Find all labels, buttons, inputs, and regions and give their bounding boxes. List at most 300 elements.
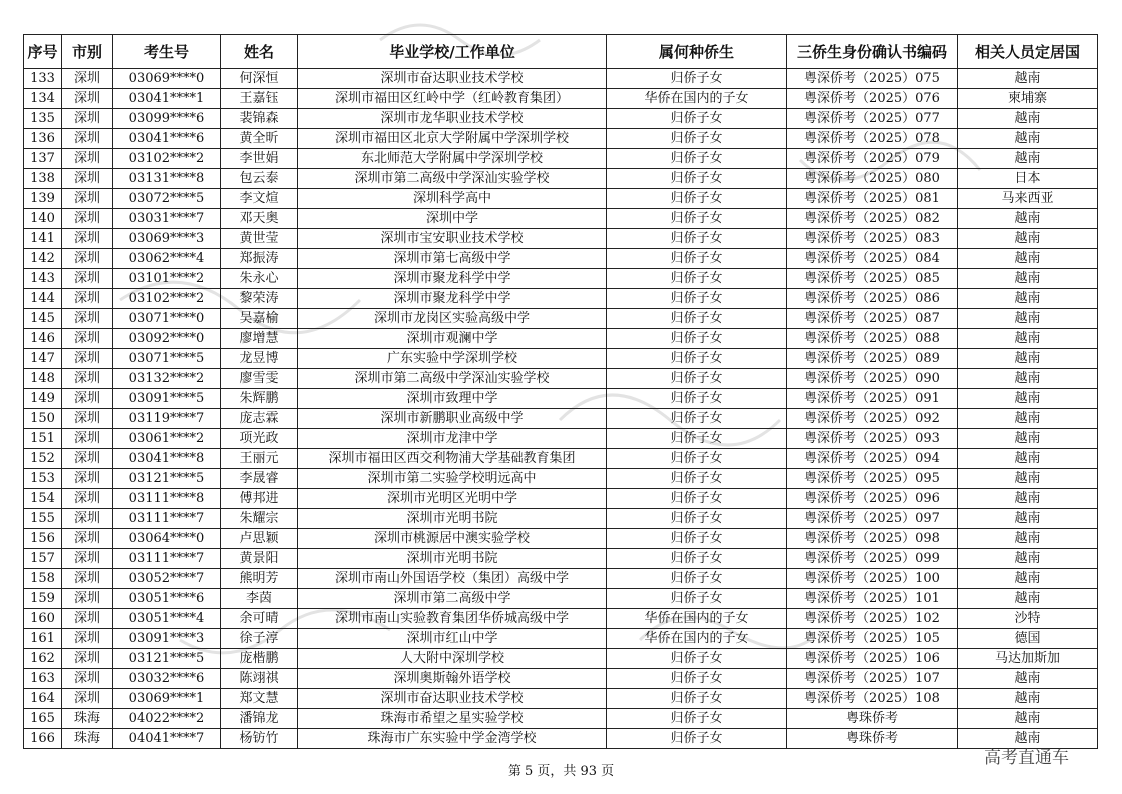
cell-exam-number: 03052****7 <box>113 569 221 589</box>
cell-exam-number: 03102****2 <box>113 289 221 309</box>
cell-category: 归侨子女 <box>607 449 787 469</box>
cell-index: 160 <box>24 609 62 629</box>
table-row <box>24 509 1098 529</box>
cell-school: 深圳市聚龙科学中学 <box>298 269 607 289</box>
cell-category: 归侨子女 <box>607 289 787 309</box>
cell-category: 归侨子女 <box>607 249 787 269</box>
table-row <box>24 449 1098 469</box>
cell-category: 归侨子女 <box>607 669 787 689</box>
cell-name: 李茵 <box>221 589 298 609</box>
cell-certificate-code: 粤深侨考（2025）102 <box>787 609 958 629</box>
cell-exam-number: 03102****2 <box>113 149 221 169</box>
cell-exam-number: 03041****8 <box>113 449 221 469</box>
cell-country: 越南 <box>958 669 1098 689</box>
cell-city: 深圳 <box>62 209 113 229</box>
cell-school: 深圳市奋达职业技术学校 <box>298 69 607 89</box>
cell-certificate-code: 粤深侨考（2025）090 <box>787 369 958 389</box>
cell-category: 归侨子女 <box>607 309 787 329</box>
cell-school: 珠海市希望之星实验学校 <box>298 709 607 729</box>
cell-country: 越南 <box>958 589 1098 609</box>
cell-name: 王嘉钰 <box>221 89 298 109</box>
table-row <box>24 69 1098 89</box>
cell-country: 越南 <box>958 229 1098 249</box>
table-row <box>24 189 1098 209</box>
cell-exam-number: 03064****0 <box>113 529 221 549</box>
cell-exam-number: 03069****0 <box>113 69 221 89</box>
cell-exam-number: 03069****3 <box>113 229 221 249</box>
table-row <box>24 349 1098 369</box>
cell-country: 越南 <box>958 249 1098 269</box>
cell-category: 归侨子女 <box>607 109 787 129</box>
cell-index: 144 <box>24 289 62 309</box>
page-footer: 第 5 页，共 93 页 <box>507 764 615 779</box>
cell-certificate-code: 粤深侨考（2025）108 <box>787 689 958 709</box>
cell-school: 深圳市福田区西交利物浦大学基础教育集团 <box>298 449 607 469</box>
cell-category: 归侨子女 <box>607 729 787 749</box>
cell-school: 深圳市光明区光明中学 <box>298 489 607 509</box>
cell-certificate-code: 粤深侨考（2025）077 <box>787 109 958 129</box>
cell-exam-number: 03061****2 <box>113 429 221 449</box>
cell-city: 深圳 <box>62 689 113 709</box>
cell-country: 越南 <box>958 509 1098 529</box>
cell-category: 归侨子女 <box>607 509 787 529</box>
cell-exam-number: 03121****5 <box>113 469 221 489</box>
cell-category: 归侨子女 <box>607 129 787 149</box>
table-row <box>24 369 1098 389</box>
cell-school: 珠海市广东实验中学金湾学校 <box>298 729 607 749</box>
cell-name: 包云泰 <box>221 169 298 189</box>
cell-name: 廖增慧 <box>221 329 298 349</box>
cell-exam-number: 03071****0 <box>113 309 221 329</box>
cell-name: 龙昱博 <box>221 349 298 369</box>
table-row <box>24 409 1098 429</box>
table-header-row <box>24 35 1098 69</box>
header-city: 市别 <box>62 35 113 69</box>
cell-name: 朱辉鹏 <box>221 389 298 409</box>
cell-index: 136 <box>24 129 62 149</box>
cell-school: 人大附中深圳学校 <box>298 649 607 669</box>
header-category: 属何种侨生 <box>607 35 787 69</box>
cell-country: 越南 <box>958 149 1098 169</box>
cell-category: 归侨子女 <box>607 549 787 569</box>
cell-certificate-code: 粤深侨考（2025）099 <box>787 549 958 569</box>
cell-exam-number: 03051****6 <box>113 589 221 609</box>
header-name: 姓名 <box>221 35 298 69</box>
cell-country: 越南 <box>958 69 1098 89</box>
cell-school: 深圳市第二高级中学 <box>298 589 607 609</box>
cell-name: 项光政 <box>221 429 298 449</box>
cell-name: 裴锦森 <box>221 109 298 129</box>
cell-country: 越南 <box>958 269 1098 289</box>
cell-category: 归侨子女 <box>607 229 787 249</box>
cell-school: 深圳市龙津中学 <box>298 429 607 449</box>
cell-category: 华侨在国内的子女 <box>607 629 787 649</box>
cell-certificate-code: 粤深侨考（2025）088 <box>787 329 958 349</box>
cell-exam-number: 03132****2 <box>113 369 221 389</box>
cell-index: 150 <box>24 409 62 429</box>
overseas-chinese-table <box>23 34 1098 749</box>
cell-name: 陈翊祺 <box>221 669 298 689</box>
cell-category: 归侨子女 <box>607 649 787 669</box>
cell-city: 深圳 <box>62 589 113 609</box>
cell-name: 庞志霖 <box>221 409 298 429</box>
cell-category: 华侨在国内的子女 <box>607 609 787 629</box>
cell-city: 深圳 <box>62 169 113 189</box>
table-row <box>24 389 1098 409</box>
cell-school: 深圳市第七高级中学 <box>298 249 607 269</box>
cell-category: 归侨子女 <box>607 389 787 409</box>
cell-certificate-code: 粤珠侨考 <box>787 729 958 749</box>
cell-exam-number: 03091****5 <box>113 389 221 409</box>
cell-certificate-code: 粤深侨考（2025）084 <box>787 249 958 269</box>
cell-certificate-code: 粤深侨考（2025）089 <box>787 349 958 369</box>
cell-certificate-code: 粤深侨考（2025）106 <box>787 649 958 669</box>
cell-country: 日本 <box>958 169 1098 189</box>
cell-index: 152 <box>24 449 62 469</box>
cell-school: 深圳市桃源居中澳实验学校 <box>298 529 607 549</box>
cell-index: 161 <box>24 629 62 649</box>
cell-certificate-code: 粤深侨考（2025）087 <box>787 309 958 329</box>
cell-exam-number: 03051****4 <box>113 609 221 629</box>
cell-country: 越南 <box>958 729 1098 749</box>
cell-name: 庞楷鹏 <box>221 649 298 669</box>
header-country: 相关人员定居国 <box>958 35 1098 69</box>
cell-exam-number: 03062****4 <box>113 249 221 269</box>
cell-category: 归侨子女 <box>607 709 787 729</box>
cell-city: 深圳 <box>62 389 113 409</box>
table-row <box>24 569 1098 589</box>
cell-country: 越南 <box>958 469 1098 489</box>
header-index: 序号 <box>24 35 62 69</box>
table-row <box>24 209 1098 229</box>
cell-index: 143 <box>24 269 62 289</box>
cell-category: 归侨子女 <box>607 689 787 709</box>
cell-category: 归侨子女 <box>607 489 787 509</box>
cell-city: 深圳 <box>62 409 113 429</box>
cell-index: 142 <box>24 249 62 269</box>
watermark-label: 高考直通车 <box>984 748 1069 768</box>
cell-certificate-code: 粤深侨考（2025）085 <box>787 269 958 289</box>
cell-city: 深圳 <box>62 489 113 509</box>
table-row <box>24 589 1098 609</box>
cell-school: 深圳市福田区北京大学附属中学深圳学校 <box>298 129 607 149</box>
cell-city: 深圳 <box>62 89 113 109</box>
cell-category: 归侨子女 <box>607 269 787 289</box>
cell-school: 深圳市龙岗区实验高级中学 <box>298 309 607 329</box>
header-exam-number: 考生号 <box>113 35 221 69</box>
cell-certificate-code: 粤深侨考（2025）097 <box>787 509 958 529</box>
cell-certificate-code: 粤深侨考（2025）075 <box>787 69 958 89</box>
cell-city: 深圳 <box>62 69 113 89</box>
cell-index: 147 <box>24 349 62 369</box>
cell-school: 深圳市南山实验教育集团华侨城高级中学 <box>298 609 607 629</box>
cell-exam-number: 03092****0 <box>113 329 221 349</box>
cell-index: 151 <box>24 429 62 449</box>
cell-name: 黄世莹 <box>221 229 298 249</box>
cell-name: 熊明芳 <box>221 569 298 589</box>
cell-index: 156 <box>24 529 62 549</box>
cell-exam-number: 03091****3 <box>113 629 221 649</box>
cell-country: 马来西亚 <box>958 189 1098 209</box>
cell-exam-number: 04022****2 <box>113 709 221 729</box>
cell-school: 深圳市光明书院 <box>298 509 607 529</box>
cell-exam-number: 03119****7 <box>113 409 221 429</box>
cell-country: 越南 <box>958 329 1098 349</box>
cell-school: 东北师范大学附属中学深圳学校 <box>298 149 607 169</box>
cell-country: 越南 <box>958 369 1098 389</box>
cell-certificate-code: 粤深侨考（2025）091 <box>787 389 958 409</box>
cell-city: 深圳 <box>62 109 113 129</box>
cell-index: 164 <box>24 689 62 709</box>
cell-certificate-code: 粤珠侨考 <box>787 709 958 729</box>
cell-index: 154 <box>24 489 62 509</box>
table-row <box>24 169 1098 189</box>
cell-index: 149 <box>24 389 62 409</box>
cell-certificate-code: 粤深侨考（2025）081 <box>787 189 958 209</box>
cell-country: 德国 <box>958 629 1098 649</box>
cell-city: 深圳 <box>62 309 113 329</box>
cell-name: 邓天奥 <box>221 209 298 229</box>
cell-name: 朱耀宗 <box>221 509 298 529</box>
cell-country: 越南 <box>958 389 1098 409</box>
cell-certificate-code: 粤深侨考（2025）100 <box>787 569 958 589</box>
cell-city: 深圳 <box>62 449 113 469</box>
cell-category: 归侨子女 <box>607 429 787 449</box>
cell-school: 深圳科学高中 <box>298 189 607 209</box>
cell-exam-number: 03069****1 <box>113 689 221 709</box>
cell-index: 138 <box>24 169 62 189</box>
cell-index: 155 <box>24 509 62 529</box>
cell-country: 越南 <box>958 489 1098 509</box>
cell-certificate-code: 粤深侨考（2025）092 <box>787 409 958 429</box>
cell-country: 越南 <box>958 289 1098 309</box>
cell-index: 153 <box>24 469 62 489</box>
cell-index: 135 <box>24 109 62 129</box>
cell-city: 深圳 <box>62 549 113 569</box>
cell-certificate-code: 粤深侨考（2025）107 <box>787 669 958 689</box>
cell-certificate-code: 粤深侨考（2025）080 <box>787 169 958 189</box>
cell-index: 163 <box>24 669 62 689</box>
cell-country: 越南 <box>958 449 1098 469</box>
table-row <box>24 249 1098 269</box>
cell-name: 傅邦进 <box>221 489 298 509</box>
cell-country: 越南 <box>958 349 1098 369</box>
cell-index: 145 <box>24 309 62 329</box>
table-row <box>24 89 1098 109</box>
table-row <box>24 609 1098 629</box>
cell-name: 郑文慧 <box>221 689 298 709</box>
table-row <box>24 729 1098 749</box>
table-row <box>24 269 1098 289</box>
cell-certificate-code: 粤深侨考（2025）094 <box>787 449 958 469</box>
cell-city: 珠海 <box>62 729 113 749</box>
cell-city: 深圳 <box>62 329 113 349</box>
table-row <box>24 529 1098 549</box>
cell-category: 归侨子女 <box>607 409 787 429</box>
cell-index: 133 <box>24 69 62 89</box>
cell-exam-number: 03111****7 <box>113 549 221 569</box>
cell-certificate-code: 粤深侨考（2025）079 <box>787 149 958 169</box>
cell-category: 归侨子女 <box>607 149 787 169</box>
cell-school: 深圳市南山外国语学校（集团）高级中学 <box>298 569 607 589</box>
header-school: 毕业学校/工作单位 <box>298 35 607 69</box>
cell-name: 郑振涛 <box>221 249 298 269</box>
cell-city: 深圳 <box>62 429 113 449</box>
cell-certificate-code: 粤深侨考（2025）105 <box>787 629 958 649</box>
cell-name: 李文煊 <box>221 189 298 209</box>
table-row <box>24 489 1098 509</box>
cell-name: 李晟睿 <box>221 469 298 489</box>
cell-school: 深圳市红山中学 <box>298 629 607 649</box>
table-row <box>24 229 1098 249</box>
cell-school: 深圳市龙华职业技术学校 <box>298 109 607 129</box>
cell-country: 越南 <box>958 109 1098 129</box>
cell-index: 134 <box>24 89 62 109</box>
cell-city: 深圳 <box>62 649 113 669</box>
cell-certificate-code: 粤深侨考（2025）098 <box>787 529 958 549</box>
cell-certificate-code: 粤深侨考（2025）078 <box>787 129 958 149</box>
table-row <box>24 469 1098 489</box>
cell-city: 深圳 <box>62 269 113 289</box>
cell-exam-number: 03041****6 <box>113 129 221 149</box>
cell-index: 146 <box>24 329 62 349</box>
cell-city: 深圳 <box>62 669 113 689</box>
cell-city: 深圳 <box>62 569 113 589</box>
cell-exam-number: 03111****8 <box>113 489 221 509</box>
cell-exam-number: 03032****6 <box>113 669 221 689</box>
cell-name: 余可晴 <box>221 609 298 629</box>
cell-index: 166 <box>24 729 62 749</box>
cell-city: 深圳 <box>62 609 113 629</box>
table-row <box>24 149 1098 169</box>
cell-exam-number: 03031****7 <box>113 209 221 229</box>
cell-exam-number: 03101****2 <box>113 269 221 289</box>
cell-school: 深圳市第二高级中学深汕实验学校 <box>298 169 607 189</box>
cell-city: 深圳 <box>62 189 113 209</box>
cell-category: 归侨子女 <box>607 469 787 489</box>
cell-school: 深圳市第二高级中学深汕实验学校 <box>298 369 607 389</box>
cell-exam-number: 03131****8 <box>113 169 221 189</box>
cell-category: 华侨在国内的子女 <box>607 89 787 109</box>
cell-city: 深圳 <box>62 289 113 309</box>
cell-school: 深圳市奋达职业技术学校 <box>298 689 607 709</box>
cell-city: 珠海 <box>62 709 113 729</box>
cell-category: 归侨子女 <box>607 209 787 229</box>
cell-certificate-code: 粤深侨考（2025）086 <box>787 289 958 309</box>
cell-category: 归侨子女 <box>607 169 787 189</box>
cell-name: 廖雪雯 <box>221 369 298 389</box>
cell-name: 李世娟 <box>221 149 298 169</box>
cell-name: 杨钫竹 <box>221 729 298 749</box>
cell-school: 深圳市福田区红岭中学（红岭教育集团） <box>298 89 607 109</box>
cell-category: 归侨子女 <box>607 569 787 589</box>
cell-city: 深圳 <box>62 629 113 649</box>
cell-category: 归侨子女 <box>607 329 787 349</box>
cell-country: 越南 <box>958 689 1098 709</box>
cell-school: 深圳市宝安职业技术学校 <box>298 229 607 249</box>
cell-category: 归侨子女 <box>607 349 787 369</box>
cell-city: 深圳 <box>62 129 113 149</box>
cell-country: 越南 <box>958 549 1098 569</box>
cell-index: 162 <box>24 649 62 669</box>
cell-school: 深圳市致理中学 <box>298 389 607 409</box>
cell-city: 深圳 <box>62 349 113 369</box>
cell-index: 158 <box>24 569 62 589</box>
cell-school: 深圳奥斯翰外语学校 <box>298 669 607 689</box>
cell-country: 越南 <box>958 529 1098 549</box>
cell-country: 越南 <box>958 429 1098 449</box>
cell-country: 马达加斯加 <box>958 649 1098 669</box>
cell-city: 深圳 <box>62 369 113 389</box>
cell-name: 黄全昕 <box>221 129 298 149</box>
cell-certificate-code: 粤深侨考（2025）076 <box>787 89 958 109</box>
cell-school: 广东实验中学深圳学校 <box>298 349 607 369</box>
cell-certificate-code: 粤深侨考（2025）095 <box>787 469 958 489</box>
table-row <box>24 309 1098 329</box>
cell-certificate-code: 粤深侨考（2025）096 <box>787 489 958 509</box>
table-row <box>24 289 1098 309</box>
cell-certificate-code: 粤深侨考（2025）082 <box>787 209 958 229</box>
table-row <box>24 669 1098 689</box>
cell-school: 深圳市聚龙科学中学 <box>298 289 607 309</box>
cell-category: 归侨子女 <box>607 529 787 549</box>
cell-school: 深圳市新鹏职业高级中学 <box>298 409 607 429</box>
cell-country: 越南 <box>958 129 1098 149</box>
cell-country: 越南 <box>958 409 1098 429</box>
cell-name: 潘锦龙 <box>221 709 298 729</box>
cell-country: 沙特 <box>958 609 1098 629</box>
cell-category: 归侨子女 <box>607 369 787 389</box>
cell-category: 归侨子女 <box>607 69 787 89</box>
cell-name: 徐子淳 <box>221 629 298 649</box>
cell-exam-number: 03111****7 <box>113 509 221 529</box>
cell-city: 深圳 <box>62 529 113 549</box>
table-row <box>24 689 1098 709</box>
cell-country: 越南 <box>958 309 1098 329</box>
cell-certificate-code: 粤深侨考（2025）083 <box>787 229 958 249</box>
table-row <box>24 629 1098 649</box>
cell-category: 归侨子女 <box>607 589 787 609</box>
table-body <box>24 69 1098 749</box>
cell-index: 140 <box>24 209 62 229</box>
cell-index: 148 <box>24 369 62 389</box>
cell-name: 黎荣涛 <box>221 289 298 309</box>
cell-country: 越南 <box>958 209 1098 229</box>
cell-school: 深圳市观澜中学 <box>298 329 607 349</box>
cell-exam-number: 03072****5 <box>113 189 221 209</box>
table-row <box>24 429 1098 449</box>
cell-name: 吴嘉榆 <box>221 309 298 329</box>
cell-school: 深圳市光明书院 <box>298 549 607 569</box>
cell-exam-number: 03071****5 <box>113 349 221 369</box>
table-row <box>24 109 1098 129</box>
cell-name: 黄景阳 <box>221 549 298 569</box>
cell-exam-number: 03121****5 <box>113 649 221 669</box>
cell-name: 何深恒 <box>221 69 298 89</box>
cell-name: 卢思颖 <box>221 529 298 549</box>
cell-exam-number: 03041****1 <box>113 89 221 109</box>
cell-country: 越南 <box>958 709 1098 729</box>
cell-index: 139 <box>24 189 62 209</box>
cell-index: 157 <box>24 549 62 569</box>
cell-country: 柬埔寨 <box>958 89 1098 109</box>
cell-category: 归侨子女 <box>607 189 787 209</box>
cell-index: 141 <box>24 229 62 249</box>
table-row <box>24 649 1098 669</box>
cell-certificate-code: 粤深侨考（2025）093 <box>787 429 958 449</box>
cell-city: 深圳 <box>62 229 113 249</box>
cell-city: 深圳 <box>62 149 113 169</box>
